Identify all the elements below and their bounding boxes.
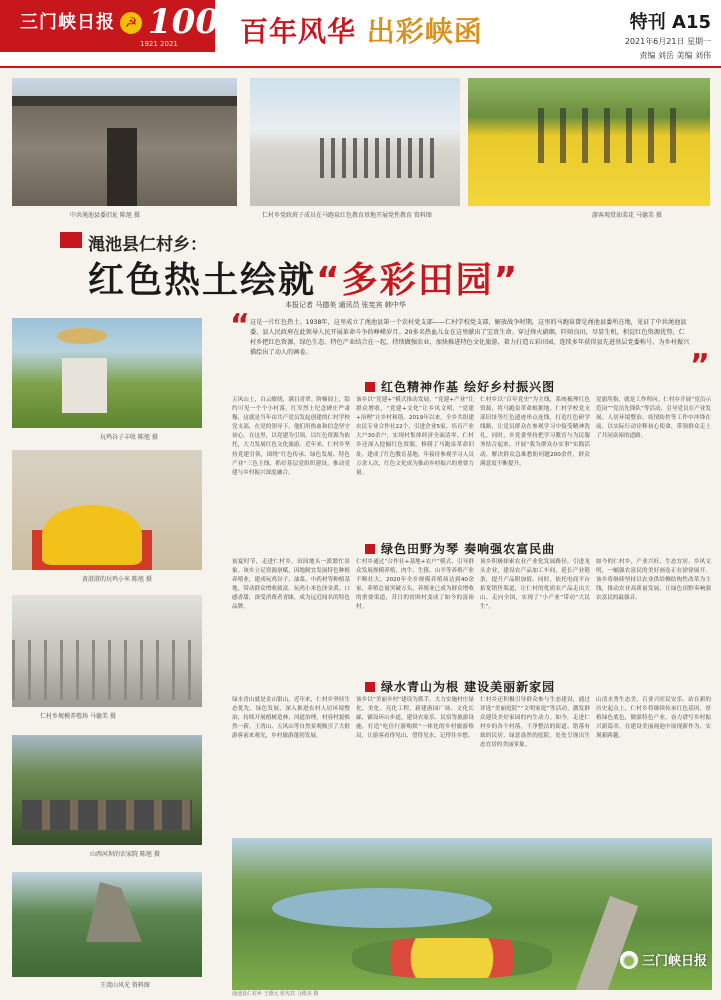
- millet-grain-photo: [12, 450, 202, 570]
- section-heading-1: [365, 378, 555, 395]
- issue-tag: [630, 8, 711, 34]
- farmhouse-caption: 山西河坝的农家院 陈旭 摄: [90, 851, 160, 858]
- kicker-marker: [60, 232, 82, 248]
- section-3-column-1: 绿水青山就是金山银山。近年来，仁村乡坚持生态优先、绿色发展，深入推进农村人居环境整治，持续开展植树造林、河道治理，村容村貌焕然一新。王湾山、五风山等自然景观吸引了大批游客前来观光，乡村旅游蓬勃发展。: [232, 697, 350, 740]
- section-2-column-3: 该乡积极探索农业产业化发展路径，引进龙头企业，建设农产品加工车间，延长产业链条，提升产品附加值。同时，依托电商平台拓宽销售渠道，让仁村的优质农产品走出大山、走向全国，实现了“小产业”带动“大民生”。: [480, 559, 590, 611]
- section-1-column-2: 该乡以“党建+”模式推动发展，“党建+产业”让群众增收，“党建+文化”让乡风文明，“党建+治理”让乡村和谐。2019年以来，全乡共组建农民专业合作社22个，引进企业5家，培育产业大户30余户，实现村集体经济全面清零。仁村乡还深入挖掘红色资源，修缮了马跑泉革命旧址，建成了红色教育基地，年接待参观学习人员万余人次，红色文化成为推动乡村振兴的重要力量。: [356, 397, 474, 476]
- section-marker-icon: [365, 544, 375, 554]
- centenary-slogan: [240, 10, 483, 50]
- party-site-photo: [12, 78, 237, 206]
- open-quote-icon: “: [230, 308, 250, 343]
- headline-main: 红色热土绘就: [88, 260, 317, 301]
- section-marker-icon: [365, 682, 375, 692]
- millet-grain-caption: 黄澄澄的玩鸡小米 陈旭 摄: [82, 576, 152, 583]
- millet-harvest-photo: [12, 318, 202, 428]
- grain-pile-shape: [42, 505, 142, 565]
- mountain-caption: 王湾山风光 资料图: [100, 982, 150, 989]
- section-heading-3: [365, 678, 555, 695]
- section-2-column-1: 初夏时节，走进仁村乡，田间地头一派繁忙景象。该乡立足资源禀赋，因地制宜发展特色种植养殖业，建成玩鸡谷子、油菜、中药材等种植基地，带动群众增收致富。玩鸡小米色泽金黄、口感香甜，深受消费者青睐，成为远近闻名的特色品牌。: [232, 559, 350, 611]
- wechat-icon: ●: [620, 951, 638, 969]
- section-3-column-3: 仁村乡还积极引导群众参与生态建设，通过评选“美丽庭院”“文明家庭”等活动，激发群众建设美好家园的内生动力。如今，走进仁村乡的各个村落，干净整洁的街道、错落有致的民居、绿意盎然的庭院，处处呈现出生态宜居的美丽景象。: [480, 697, 590, 749]
- lede-paragraph: 这是一片红色热土。1938年，这里成立了渑池县第一个农村党支部——仁村学校党支部，解放战争时期，这里的马跑泉曾是渑池县委所在地，见证了中共渑池县委、县人民政府在此领导人民开展革命斗争的峥嵘岁月。20多名热血儿女在这里献出了宝贵生命。穿过烽火硝烟，阡陌良田，尽显生机，积淀红色资源优势，仁村乡把红色资源、绿色生态、特色产业结合在一起，持续做强农业，加快推进特色文化旅游，着力打造五彩田园，连续多年获得县先进基层党委称号，为乡村振兴描绘出了动人的画卷。: [250, 319, 690, 356]
- flower-bed-shape: [352, 938, 552, 978]
- byline: 本报记者 马德美 通讯员 张宪宾 韩中华: [285, 301, 406, 309]
- section-title-3: 绿水青山为根 建设美丽新家园: [381, 680, 556, 694]
- page-number: A15: [672, 12, 711, 33]
- headline-highlight: “多彩田园”: [316, 260, 520, 301]
- watermark-label: 三门峡日报: [641, 954, 707, 969]
- section-heading-2: [365, 540, 555, 557]
- slogan-part-2: 出彩峡函: [366, 15, 483, 48]
- rapeseed-field-photo: [468, 78, 710, 206]
- section-title-1: 红色精神作基 绘好乡村振兴图: [381, 380, 556, 394]
- section-1-column-1: 五风山上，白云缭绕，满目青翠。阶梯间上，隐约可见一个个小村落，红军烈士纪念碑庄严肃穆，这就是当年由共产党员发起创建的仁村学校党支部，在党的领导下，他们用热血和信念坚守初心。在这里，以党建为引领，以红色资源为依托，大力发展红色文化旅游。近年来，仁村乡坚持党建引领，围绕“红色传承、绿色发展、特色产业”三色主线，抓好基层党组织建设，推动党建与乡村振兴深度融合。: [232, 397, 350, 476]
- livestock-caption: 仁村乡规模养殖场 马德美 摄: [40, 713, 116, 720]
- section-2-column-4: 如今的仁村乡，产业兴旺、生态宜居、乡风文明，一幅强农富民的美好画卷正在徐徐展开。该乡将继续坚持以农业供给侧结构性改革为主线，推动农业高质量发展，让绿色田野奏响强农富民的最强音。: [596, 559, 711, 602]
- section-marker-icon: [365, 382, 375, 392]
- pen-rows: [12, 640, 202, 700]
- visitor-figures: [538, 108, 688, 163]
- party-emblem-icon: ☭: [120, 12, 142, 34]
- cliff-shape: [72, 882, 142, 942]
- straw-hat-shape: [57, 328, 107, 344]
- road-shape: [576, 896, 638, 990]
- plaza-caption: 仁村乡党政班子成员在马跑泉红色教育基地开展党性教育 资料图: [262, 212, 432, 219]
- wechat-watermark: [620, 950, 707, 969]
- masthead: [0, 0, 721, 68]
- section-3-column-4: 山清水秀生态美，百业兴旺民安乐。站在新的历史起点上，仁村乡将继续传承红色基因，厚植绿色底色，做强特色产业，奋力谱写乡村振兴新篇章，在建设美丽渑池中展现新作为、实现新跨越。: [596, 697, 711, 740]
- section-2-column-2: 仁村乡通过“合作社+基地+农户”模式，引导群众发展规模养殖，肉牛、生猪、山羊等养殖产业不断壮大。2020年全乡规模养殖场达到40余家，养殖总量突破万头，养殖业已成为群众增收的重要渠道，昔日的贫困村变成了如今的富裕村。: [356, 559, 474, 611]
- village-roofs: [22, 800, 192, 830]
- centenary-logo: 100: [148, 2, 219, 42]
- mountain-photo: [12, 872, 202, 977]
- plaza-photo: [250, 78, 460, 206]
- issue-label: 特刊: [629, 12, 666, 33]
- section-1-column-4: 党旗所指，就是工作所向。仁村乡开展“党员示范岗”“党员先锋队”等活动，引导党员在产业发展、人居环境整治、疫情防控等工作中冲锋在前，以实际行动诠释初心使命，带领群众走上了共同富裕的道路。: [596, 397, 711, 440]
- section-title-2: 绿色田野为琴 奏响强农富民曲: [381, 542, 556, 556]
- roof-shape: [12, 96, 237, 106]
- close-quote-icon: ”: [690, 348, 710, 383]
- party-site-caption: 中共渑池县委旧址 陈旭 摄: [70, 212, 140, 219]
- paper-name: 三门峡日报: [20, 12, 115, 33]
- lake-shape: [272, 888, 492, 928]
- issue-date: 2021年6月21日 星期一: [624, 37, 711, 46]
- flowers-caption: 游客观赏油菜花 马德美 摄: [592, 212, 662, 219]
- millet-harvest-caption: 玩鸡谷子丰收 陈旭 摄: [100, 434, 158, 441]
- park-credit: 渑池县仁村乡 王德元 张宪宾 马德美 摄: [232, 991, 319, 997]
- headline: [88, 252, 519, 303]
- livestock-farm-photo: [12, 595, 202, 707]
- kicker: 渑池县仁村乡：: [88, 235, 207, 255]
- slogan-part-1: 百年风华: [240, 15, 357, 48]
- group-figures: [320, 138, 440, 178]
- farmer-figure: [62, 358, 107, 413]
- editors: 责编 刘岳 美编 刘伟: [639, 51, 711, 60]
- section-3-column-2: 该乡以“美丽乡村”建设为抓手，大力实施村庄绿化、美化、亮化工程，新建游园广场、文化长廊，铺设环山步道，建设农家乐、民宿等旅游设施，打造“吃住行游购娱”一体化的乡村旅游格局，让游客看得见山、望得见水、记得住乡愁。: [356, 697, 474, 740]
- farmhouse-photo: [12, 735, 202, 845]
- centenary-years: 1921 2021: [140, 40, 178, 48]
- section-1-column-3: 仁村乡以“百年党史”为主线，系统梳理红色资源，将马跑泉革命根据地、仁村学校党支部旧址等红色遗迹串点连线，打造红色研学线路，让党员群众在参观学习中接受精神洗礼。同时，乡党委坚持把学习教育与为民服务结合起来，开展“我为群众办实事”实践活动，解决群众急难愁盼问题200余件，群众满意度不断提升。: [480, 397, 590, 467]
- door-shape: [107, 128, 137, 206]
